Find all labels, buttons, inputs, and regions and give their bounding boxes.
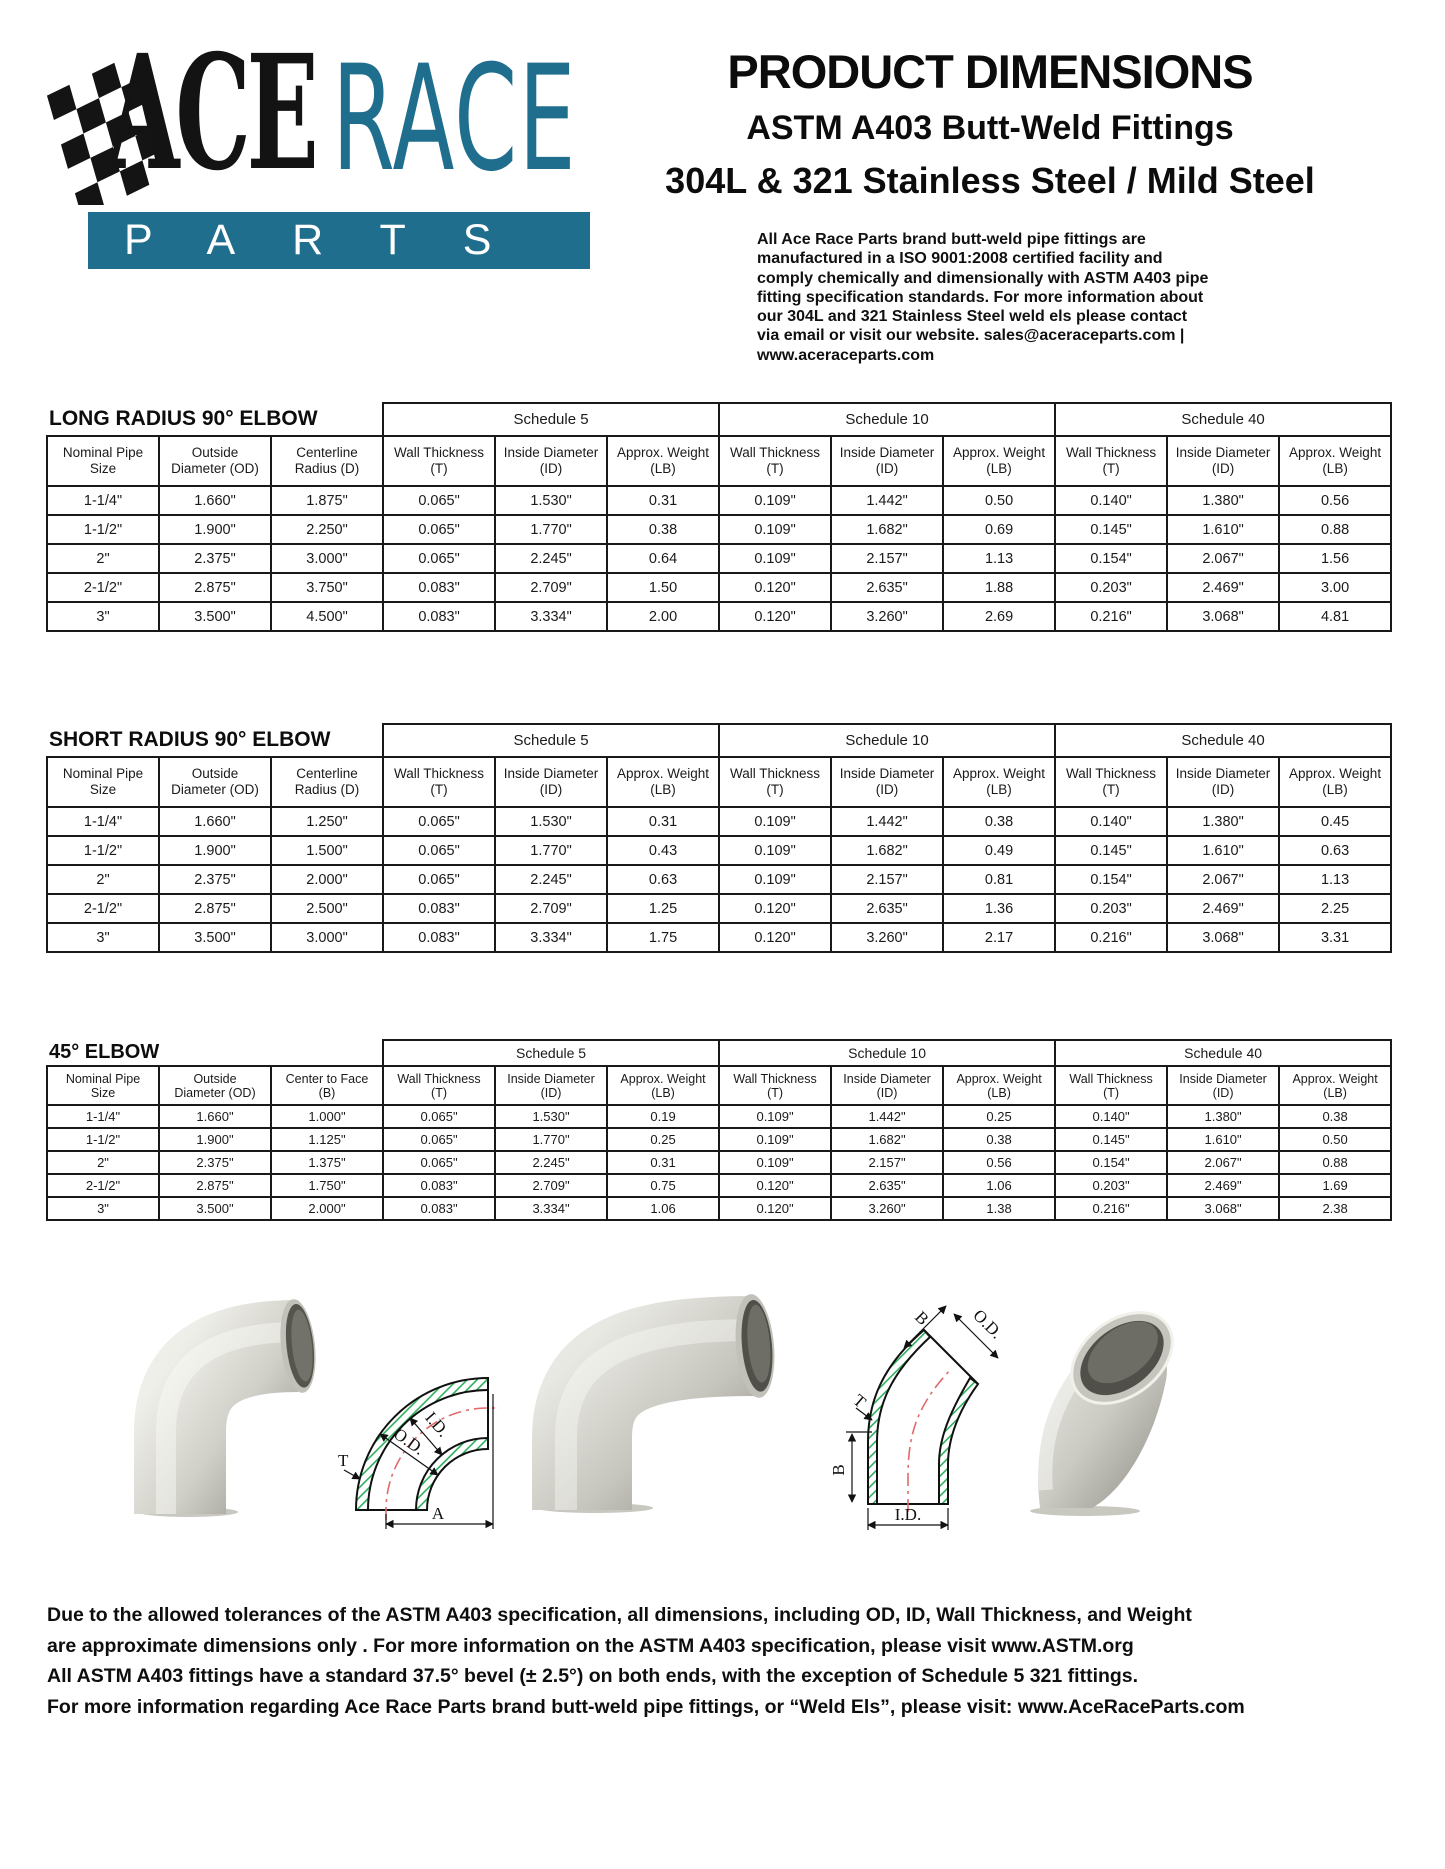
table-cell: 2.157" bbox=[831, 544, 943, 573]
table-cell: 3" bbox=[47, 602, 159, 631]
table-cell: 0.88 bbox=[1279, 1151, 1391, 1174]
right-wall bbox=[939, 1378, 978, 1504]
table-row bbox=[47, 1197, 1391, 1220]
table-cell: 1.610" bbox=[1167, 515, 1279, 544]
table-cell: 1-1/4" bbox=[47, 807, 159, 836]
table-cell: 3.500" bbox=[159, 602, 271, 631]
table-cell: 1.380" bbox=[1167, 486, 1279, 515]
table-cell: 0.065" bbox=[383, 1151, 495, 1174]
table-cell: 0.083" bbox=[383, 602, 495, 631]
table-cell: 0.145" bbox=[1055, 515, 1167, 544]
table-cell: 3.500" bbox=[159, 923, 271, 952]
schedule-band-row bbox=[47, 724, 1391, 757]
table-cell: 2" bbox=[47, 544, 159, 573]
table-cell: 3.750" bbox=[271, 573, 383, 602]
column-header: Wall Thickness (T) bbox=[1055, 1066, 1167, 1105]
table-cell: 4.81 bbox=[1279, 602, 1391, 631]
table-cell: 0.50 bbox=[1279, 1128, 1391, 1151]
table-cell: 2.875" bbox=[159, 894, 271, 923]
schedule-header: Schedule 40 bbox=[1055, 1040, 1391, 1066]
table-cell: 0.216" bbox=[1055, 602, 1167, 631]
table-cell: 2" bbox=[47, 1151, 159, 1174]
table-cell: 1-1/4" bbox=[47, 1105, 159, 1128]
table-cell: 1.50 bbox=[607, 573, 719, 602]
table-cell: 0.109" bbox=[719, 1105, 831, 1128]
table-cell: 1.125" bbox=[271, 1128, 383, 1151]
table-cell: 3.500" bbox=[159, 1197, 271, 1220]
table-cell: 1.660" bbox=[159, 807, 271, 836]
table-cell: 0.63 bbox=[607, 865, 719, 894]
column-header: Nominal Pipe Size bbox=[47, 1066, 159, 1105]
column-header: Wall Thickness (T) bbox=[383, 1066, 495, 1105]
intro-paragraph: All Ace Race Parts brand butt-weld pipe fittings are manufactured in a ISO 9001:2008 certified facility and comply chemically and dimensionally with ASTM A403 pipe fitting specification standards. For more information about our 304L and 321 Stainless Steel weld els please contact via email or visit our website. sales@aceraceparts.com | www.aceraceparts.com bbox=[757, 231, 1209, 364]
table-cell: 1.660" bbox=[159, 1105, 271, 1128]
table-cell: 0.63 bbox=[1279, 836, 1391, 865]
table-cell: 0.083" bbox=[383, 923, 495, 952]
table-cell: 2.38 bbox=[1279, 1197, 1391, 1220]
column-header: Approx. Weight (LB) bbox=[607, 436, 719, 486]
schedule-header: Schedule 5 bbox=[383, 1040, 719, 1066]
t-label: T bbox=[338, 1451, 349, 1470]
table-cell: 2.709" bbox=[495, 894, 607, 923]
schedule-header: Schedule 10 bbox=[719, 724, 1055, 757]
short-radius-90-elbow-table bbox=[46, 723, 1392, 953]
logo-race-text: RACE bbox=[332, 34, 577, 204]
table-cell: 3.068" bbox=[1167, 1197, 1279, 1220]
table-cell: 1.900" bbox=[159, 515, 271, 544]
table-cell: 0.120" bbox=[719, 573, 831, 602]
table-cell: 0.120" bbox=[719, 894, 831, 923]
column-header: Outside Diameter (OD) bbox=[159, 757, 271, 807]
table-cell: 2.469" bbox=[1167, 894, 1279, 923]
table-row bbox=[47, 1128, 1391, 1151]
column-header: Inside Diameter (ID) bbox=[1167, 1066, 1279, 1105]
table-cell: 1.375" bbox=[271, 1151, 383, 1174]
long-radius-90-elbow-table bbox=[46, 402, 1392, 632]
table-cell: 2.875" bbox=[159, 1174, 271, 1197]
table-cell: 2.067" bbox=[1167, 544, 1279, 573]
column-header: Approx. Weight (LB) bbox=[607, 757, 719, 807]
table-cell: 1.875" bbox=[271, 486, 383, 515]
table-row bbox=[47, 865, 1391, 894]
table-title: SHORT RADIUS 90° ELBOW bbox=[47, 724, 383, 757]
table-cell: 0.065" bbox=[383, 1128, 495, 1151]
table-cell: 0.88 bbox=[1279, 515, 1391, 544]
column-header: Wall Thickness (T) bbox=[1055, 436, 1167, 486]
column-header: Inside Diameter (ID) bbox=[831, 436, 943, 486]
table-cell: 0.38 bbox=[1279, 1105, 1391, 1128]
schedule-header: Schedule 40 bbox=[1055, 403, 1391, 436]
schedule-header: Schedule 5 bbox=[383, 403, 719, 436]
footer-line: Due to the allowed tolerances of the ASTM A403 specification, all dimensions, including OD, ID, Wall Thickness, and Weight bbox=[47, 1604, 1192, 1626]
table-cell: 2.375" bbox=[159, 544, 271, 573]
column-header: Centerline Radius (D) bbox=[271, 757, 383, 807]
table-cell: 2.000" bbox=[271, 1197, 383, 1220]
table-cell: 1.900" bbox=[159, 1128, 271, 1151]
column-header: Outside Diameter (OD) bbox=[159, 1066, 271, 1105]
table-cell: 3.260" bbox=[831, 602, 943, 631]
table-cell: 2.067" bbox=[1167, 865, 1279, 894]
table-cell: 1.770" bbox=[495, 515, 607, 544]
column-header: Wall Thickness (T) bbox=[383, 436, 495, 486]
table-cell: 0.065" bbox=[383, 836, 495, 865]
table-cell: 1.88 bbox=[943, 573, 1055, 602]
column-header: Approx. Weight (LB) bbox=[1279, 757, 1391, 807]
table-cell: 2.067" bbox=[1167, 1151, 1279, 1174]
table-row bbox=[47, 923, 1391, 952]
table-cell: 0.203" bbox=[1055, 894, 1167, 923]
table-cell: 2-1/2" bbox=[47, 1174, 159, 1197]
column-header: Inside Diameter (ID) bbox=[495, 436, 607, 486]
table-cell: 0.50 bbox=[943, 486, 1055, 515]
table-cell: 0.56 bbox=[1279, 486, 1391, 515]
table-cell: 1.25 bbox=[607, 894, 719, 923]
table-cell: 0.56 bbox=[943, 1151, 1055, 1174]
schedule-header: Schedule 10 bbox=[719, 403, 1055, 436]
table-row bbox=[47, 544, 1391, 573]
table-cell: 3.31 bbox=[1279, 923, 1391, 952]
table-cell: 0.109" bbox=[719, 1151, 831, 1174]
table-cell: 2.245" bbox=[495, 865, 607, 894]
table-cell: 0.120" bbox=[719, 923, 831, 952]
table-cell: 1-1/2" bbox=[47, 515, 159, 544]
table-cell: 0.065" bbox=[383, 807, 495, 836]
table-cell: 0.109" bbox=[719, 1128, 831, 1151]
table-cell: 2.245" bbox=[495, 1151, 607, 1174]
table-row bbox=[47, 1174, 1391, 1197]
table-cell: 0.083" bbox=[383, 573, 495, 602]
column-header: Approx. Weight (LB) bbox=[1279, 436, 1391, 486]
table-cell: 1-1/2" bbox=[47, 836, 159, 865]
table-cell: 0.065" bbox=[383, 486, 495, 515]
table-cell: 1.06 bbox=[943, 1174, 1055, 1197]
column-header: Wall Thickness (T) bbox=[383, 757, 495, 807]
table-cell: 1.380" bbox=[1167, 807, 1279, 836]
table-cell: 0.109" bbox=[719, 807, 831, 836]
table-cell: 1.13 bbox=[1279, 865, 1391, 894]
b-top-label: B bbox=[911, 1307, 933, 1329]
column-header: Nominal Pipe Size bbox=[47, 436, 159, 486]
table-row bbox=[47, 515, 1391, 544]
table-cell: 3.334" bbox=[495, 602, 607, 631]
od-label: O.D. bbox=[969, 1305, 1006, 1343]
id-label: I.D. bbox=[421, 1408, 453, 1441]
elbow-90-diagram bbox=[330, 1298, 500, 1538]
column-header: Nominal Pipe Size bbox=[47, 757, 159, 807]
id-label: I.D. bbox=[894, 1505, 922, 1524]
page-subtitle-material: 304L & 321 Stainless Steel / Mild Steel bbox=[665, 160, 1315, 201]
table-cell: 3" bbox=[47, 923, 159, 952]
column-header: Inside Diameter (ID) bbox=[495, 1066, 607, 1105]
dimensions-table bbox=[46, 723, 1392, 953]
column-header-row bbox=[47, 757, 1391, 807]
table-cell: 2-1/2" bbox=[47, 573, 159, 602]
table-cell: 2.17 bbox=[943, 923, 1055, 952]
schedule-header: Schedule 5 bbox=[383, 724, 719, 757]
table-cell: 2.25 bbox=[1279, 894, 1391, 923]
table-cell: 0.203" bbox=[1055, 1174, 1167, 1197]
column-header: Wall Thickness (T) bbox=[719, 1066, 831, 1105]
logo-parts-banner: PARTS bbox=[88, 212, 590, 269]
table-cell: 0.109" bbox=[719, 486, 831, 515]
table-cell: 1.442" bbox=[831, 1105, 943, 1128]
table-cell: 2.250" bbox=[271, 515, 383, 544]
column-header: Inside Diameter (ID) bbox=[831, 1066, 943, 1105]
45-elbow-table bbox=[46, 1039, 1392, 1221]
table-cell: 0.154" bbox=[1055, 1151, 1167, 1174]
elbow-45-diagram bbox=[826, 1292, 1006, 1542]
table-cell: 1.660" bbox=[159, 486, 271, 515]
elbow-45-photo bbox=[1010, 1290, 1185, 1523]
table-cell: 0.216" bbox=[1055, 1197, 1167, 1220]
table-cell: 1.530" bbox=[495, 486, 607, 515]
page-subtitle-fittings: ASTM A403 Butt-Weld Fittings bbox=[746, 109, 1234, 147]
footer-notes bbox=[47, 1600, 1417, 1722]
footer-line: are approximate dimensions only . For more information on the ASTM A403 specification, please visit www.ASTM.org bbox=[47, 1634, 1134, 1657]
table-cell: 2.709" bbox=[495, 1174, 607, 1197]
elbow-90-short-photo bbox=[510, 1288, 805, 1518]
b-left-label: B bbox=[829, 1464, 848, 1476]
table-cell: 0.109" bbox=[719, 544, 831, 573]
table-cell: 2.00 bbox=[607, 602, 719, 631]
table-cell: 1.56 bbox=[1279, 544, 1391, 573]
table-cell: 1.682" bbox=[831, 1128, 943, 1151]
table-cell: 3.068" bbox=[1167, 602, 1279, 631]
column-header: Approx. Weight (LB) bbox=[1279, 1066, 1391, 1105]
table-cell: 1.610" bbox=[1167, 1128, 1279, 1151]
column-header: Inside Diameter (ID) bbox=[831, 757, 943, 807]
footer-line: For more information regarding Ace Race Parts brand butt-weld pipe fittings, or “Weld Els”, please visit: www.AceRaceParts.com bbox=[47, 1695, 1245, 1718]
column-header: Approx. Weight (LB) bbox=[943, 1066, 1055, 1105]
column-header: Outside Diameter (OD) bbox=[159, 436, 271, 486]
table-cell: 0.203" bbox=[1055, 573, 1167, 602]
column-header: Center to Face (B) bbox=[271, 1066, 383, 1105]
table-cell: 0.38 bbox=[943, 807, 1055, 836]
table-cell: 2.375" bbox=[159, 865, 271, 894]
table-row bbox=[47, 573, 1391, 602]
column-header: Centerline Radius (D) bbox=[271, 436, 383, 486]
table-cell: 3.068" bbox=[1167, 923, 1279, 952]
table-cell: 0.140" bbox=[1055, 807, 1167, 836]
table-cell: 1.38 bbox=[943, 1197, 1055, 1220]
table-cell: 0.083" bbox=[383, 1174, 495, 1197]
table-cell: 0.154" bbox=[1055, 865, 1167, 894]
table-cell: 0.25 bbox=[943, 1105, 1055, 1128]
table-cell: 0.38 bbox=[607, 515, 719, 544]
table-cell: 1.13 bbox=[943, 544, 1055, 573]
table-cell: 1.75 bbox=[607, 923, 719, 952]
left-wall bbox=[868, 1330, 930, 1504]
table-cell: 1.442" bbox=[831, 486, 943, 515]
table-cell: 0.083" bbox=[383, 894, 495, 923]
table-cell: 2.000" bbox=[271, 865, 383, 894]
t-label: T bbox=[849, 1390, 870, 1412]
schedule-header: Schedule 40 bbox=[1055, 724, 1391, 757]
table-cell: 0.43 bbox=[607, 836, 719, 865]
column-header: Wall Thickness (T) bbox=[1055, 757, 1167, 807]
table-cell: 0.140" bbox=[1055, 486, 1167, 515]
table-cell: 2" bbox=[47, 865, 159, 894]
table-cell: 1.250" bbox=[271, 807, 383, 836]
table-cell: 1.442" bbox=[831, 807, 943, 836]
table-cell: 3.334" bbox=[495, 923, 607, 952]
table-cell: 1.000" bbox=[271, 1105, 383, 1128]
table-cell: 2.157" bbox=[831, 1151, 943, 1174]
table-cell: 3.000" bbox=[271, 544, 383, 573]
schedule-band-row bbox=[47, 1040, 1391, 1066]
table-cell: 3.00 bbox=[1279, 573, 1391, 602]
table-cell: 0.065" bbox=[383, 515, 495, 544]
table-row bbox=[47, 807, 1391, 836]
table-cell: 2.245" bbox=[495, 544, 607, 573]
table-cell: 0.49 bbox=[943, 836, 1055, 865]
table-cell: 2.635" bbox=[831, 573, 943, 602]
table-cell: 1.750" bbox=[271, 1174, 383, 1197]
column-header-row bbox=[47, 1066, 1391, 1105]
table-cell: 0.065" bbox=[383, 865, 495, 894]
dimensions-table bbox=[46, 402, 1392, 632]
table-cell: 2.500" bbox=[271, 894, 383, 923]
table-cell: 0.81 bbox=[943, 865, 1055, 894]
table-cell: 0.065" bbox=[383, 544, 495, 573]
table-row bbox=[47, 894, 1391, 923]
table-cell: 1-1/4" bbox=[47, 486, 159, 515]
column-header: Inside Diameter (ID) bbox=[1167, 757, 1279, 807]
table-cell: 1.380" bbox=[1167, 1105, 1279, 1128]
table-cell: 1.69 bbox=[1279, 1174, 1391, 1197]
table-cell: 0.38 bbox=[943, 1128, 1055, 1151]
table-cell: 1.682" bbox=[831, 515, 943, 544]
table-cell: 1.36 bbox=[943, 894, 1055, 923]
table-cell: 1.770" bbox=[495, 1128, 607, 1151]
table-cell: 2.469" bbox=[1167, 1174, 1279, 1197]
table-cell: 1.530" bbox=[495, 807, 607, 836]
table-cell: 0.45 bbox=[1279, 807, 1391, 836]
dimensions-table bbox=[46, 1039, 1392, 1221]
table-cell: 0.69 bbox=[943, 515, 1055, 544]
table-cell: 0.25 bbox=[607, 1128, 719, 1151]
table-cell: 0.145" bbox=[1055, 1128, 1167, 1151]
inner-wall bbox=[416, 1438, 488, 1510]
table-cell: 2.875" bbox=[159, 573, 271, 602]
table-cell: 2.635" bbox=[831, 1174, 943, 1197]
column-header: Inside Diameter (ID) bbox=[1167, 436, 1279, 486]
column-header: Inside Diameter (ID) bbox=[495, 757, 607, 807]
table-cell: 1.610" bbox=[1167, 836, 1279, 865]
table-cell: 1-1/2" bbox=[47, 1128, 159, 1151]
table-cell: 0.216" bbox=[1055, 923, 1167, 952]
table-cell: 0.140" bbox=[1055, 1105, 1167, 1128]
table-row bbox=[47, 602, 1391, 631]
table-row bbox=[47, 1105, 1391, 1128]
table-cell: 1.530" bbox=[495, 1105, 607, 1128]
table-cell: 2.69 bbox=[943, 602, 1055, 631]
table-cell: 2.157" bbox=[831, 865, 943, 894]
table-cell: 2.375" bbox=[159, 1151, 271, 1174]
table-cell: 1.500" bbox=[271, 836, 383, 865]
schedule-header: Schedule 10 bbox=[719, 1040, 1055, 1066]
table-cell: 0.31 bbox=[607, 1151, 719, 1174]
table-cell: 1.06 bbox=[607, 1197, 719, 1220]
table-cell: 3.260" bbox=[831, 1197, 943, 1220]
a-label: A bbox=[431, 1504, 445, 1523]
table-row bbox=[47, 486, 1391, 515]
od-label: O.D. bbox=[390, 1424, 429, 1459]
table-title: 45° ELBOW bbox=[47, 1040, 383, 1066]
table-cell: 0.75 bbox=[607, 1174, 719, 1197]
footer-line: All ASTM A403 fittings have a standard 37.5° bevel (± 2.5°) on both ends, with the exception of Schedule 5 321 fittings. bbox=[47, 1665, 1139, 1687]
table-cell: 0.120" bbox=[719, 602, 831, 631]
table-cell: 2.709" bbox=[495, 573, 607, 602]
table-cell: 2-1/2" bbox=[47, 894, 159, 923]
column-header: Wall Thickness (T) bbox=[719, 757, 831, 807]
table-cell: 3.260" bbox=[831, 923, 943, 952]
table-cell: 0.31 bbox=[607, 486, 719, 515]
table-cell: 0.120" bbox=[719, 1197, 831, 1220]
table-cell: 0.31 bbox=[607, 807, 719, 836]
column-header: Approx. Weight (LB) bbox=[943, 436, 1055, 486]
column-header-row bbox=[47, 436, 1391, 486]
table-cell: 0.120" bbox=[719, 1174, 831, 1197]
page-title: PRODUCT DIMENSIONS bbox=[727, 45, 1253, 98]
table-cell: 1.900" bbox=[159, 836, 271, 865]
elbow-90-long-photo bbox=[118, 1292, 318, 1522]
table-cell: 0.109" bbox=[719, 836, 831, 865]
table-cell: 3.334" bbox=[495, 1197, 607, 1220]
table-cell: 2.469" bbox=[1167, 573, 1279, 602]
table-cell: 1.682" bbox=[831, 836, 943, 865]
table-cell: 3" bbox=[47, 1197, 159, 1220]
table-cell: 0.109" bbox=[719, 515, 831, 544]
table-cell: 0.109" bbox=[719, 865, 831, 894]
table-cell: 0.065" bbox=[383, 1105, 495, 1128]
schedule-band-row bbox=[47, 403, 1391, 436]
column-header: Approx. Weight (LB) bbox=[943, 757, 1055, 807]
table-title: LONG RADIUS 90° ELBOW bbox=[47, 403, 383, 436]
table-cell: 2.635" bbox=[831, 894, 943, 923]
table-cell: 0.154" bbox=[1055, 544, 1167, 573]
table-cell: 1.770" bbox=[495, 836, 607, 865]
table-row bbox=[47, 1151, 1391, 1174]
table-cell: 0.64 bbox=[607, 544, 719, 573]
table-cell: 0.19 bbox=[607, 1105, 719, 1128]
table-cell: 3.000" bbox=[271, 923, 383, 952]
table-cell: 0.145" bbox=[1055, 836, 1167, 865]
table-row bbox=[47, 836, 1391, 865]
logo-ace-text: ACE bbox=[106, 21, 315, 206]
table-cell: 0.083" bbox=[383, 1197, 495, 1220]
column-header: Wall Thickness (T) bbox=[719, 436, 831, 486]
table-cell: 4.500" bbox=[271, 602, 383, 631]
column-header: Approx. Weight (LB) bbox=[607, 1066, 719, 1105]
